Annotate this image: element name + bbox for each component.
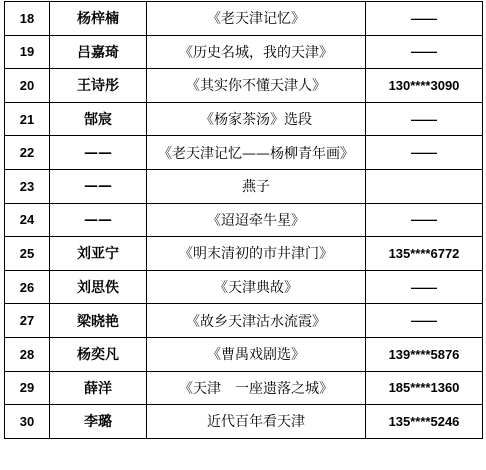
participant-name: 吕嘉琦 [50,35,147,69]
work-title: 燕子 [147,169,366,203]
row-number: 29 [5,371,50,405]
table-row [5,102,483,136]
phone-number: —— [366,270,483,304]
work-title: 《其实你不懂天津人》 [147,69,366,103]
participant-name: 王诗彤 [50,69,147,103]
work-title: 《天津典故》 [147,270,366,304]
row-number: 26 [5,270,50,304]
row-number: 27 [5,304,50,338]
participant-name: 刘亚宁 [50,237,147,271]
row-number: 28 [5,337,50,371]
participant-name: 梁晓艳 [50,304,147,338]
work-title: 近代百年看天津 [147,405,366,439]
row-number: 24 [5,203,50,237]
table-row [5,237,483,271]
table-row [5,270,483,304]
participant-name: 薛洋 [50,371,147,405]
phone-number: —— [366,304,483,338]
participant-name: —— [50,136,147,170]
table-row [5,371,483,405]
work-title: 《明末清初的市井津门》 [147,237,366,271]
work-title: 《曹禺戏剧选》 [147,337,366,371]
participant-name: 郜宸 [50,102,147,136]
row-number: 23 [5,169,50,203]
phone-number [366,169,483,203]
work-title: 《杨家茶汤》选段 [147,102,366,136]
work-title: 《故乡天津沽水流霞》 [147,304,366,338]
row-number: 25 [5,237,50,271]
row-number: 30 [5,405,50,439]
phone-number: —— [366,2,483,36]
row-number: 21 [5,102,50,136]
row-number: 22 [5,136,50,170]
work-title: 《老天津记忆》 [147,2,366,36]
phone-number: 185****1360 [366,371,483,405]
row-number: 18 [5,2,50,36]
participant-table [4,1,483,439]
row-number: 19 [5,35,50,69]
work-title: 《迢迢牵牛星》 [147,203,366,237]
table-row [5,337,483,371]
phone-number: —— [366,35,483,69]
phone-number: 130****3090 [366,69,483,103]
phone-number: —— [366,136,483,170]
participant-name: 杨奕凡 [50,337,147,371]
table-row [5,169,483,203]
table-row [5,2,483,36]
table-row [5,304,483,338]
table-body [5,2,483,439]
phone-number: 135****6772 [366,237,483,271]
table-row [5,203,483,237]
table-row [5,405,483,439]
phone-number: —— [366,102,483,136]
table-row [5,136,483,170]
participant-name: —— [50,169,147,203]
table-row [5,69,483,103]
participant-name: —— [50,203,147,237]
work-title: 《老天津记忆——杨柳青年画》 [147,136,366,170]
work-title: 《天津 一座遗落之城》 [147,371,366,405]
participant-name: 李璐 [50,405,147,439]
row-number: 20 [5,69,50,103]
phone-number: 135****5246 [366,405,483,439]
participant-name: 杨梓楠 [50,2,147,36]
phone-number: —— [366,203,483,237]
phone-number: 139****5876 [366,337,483,371]
participant-name: 刘思佚 [50,270,147,304]
table-row [5,35,483,69]
work-title: 《历史名城，我的天津》 [147,35,366,69]
